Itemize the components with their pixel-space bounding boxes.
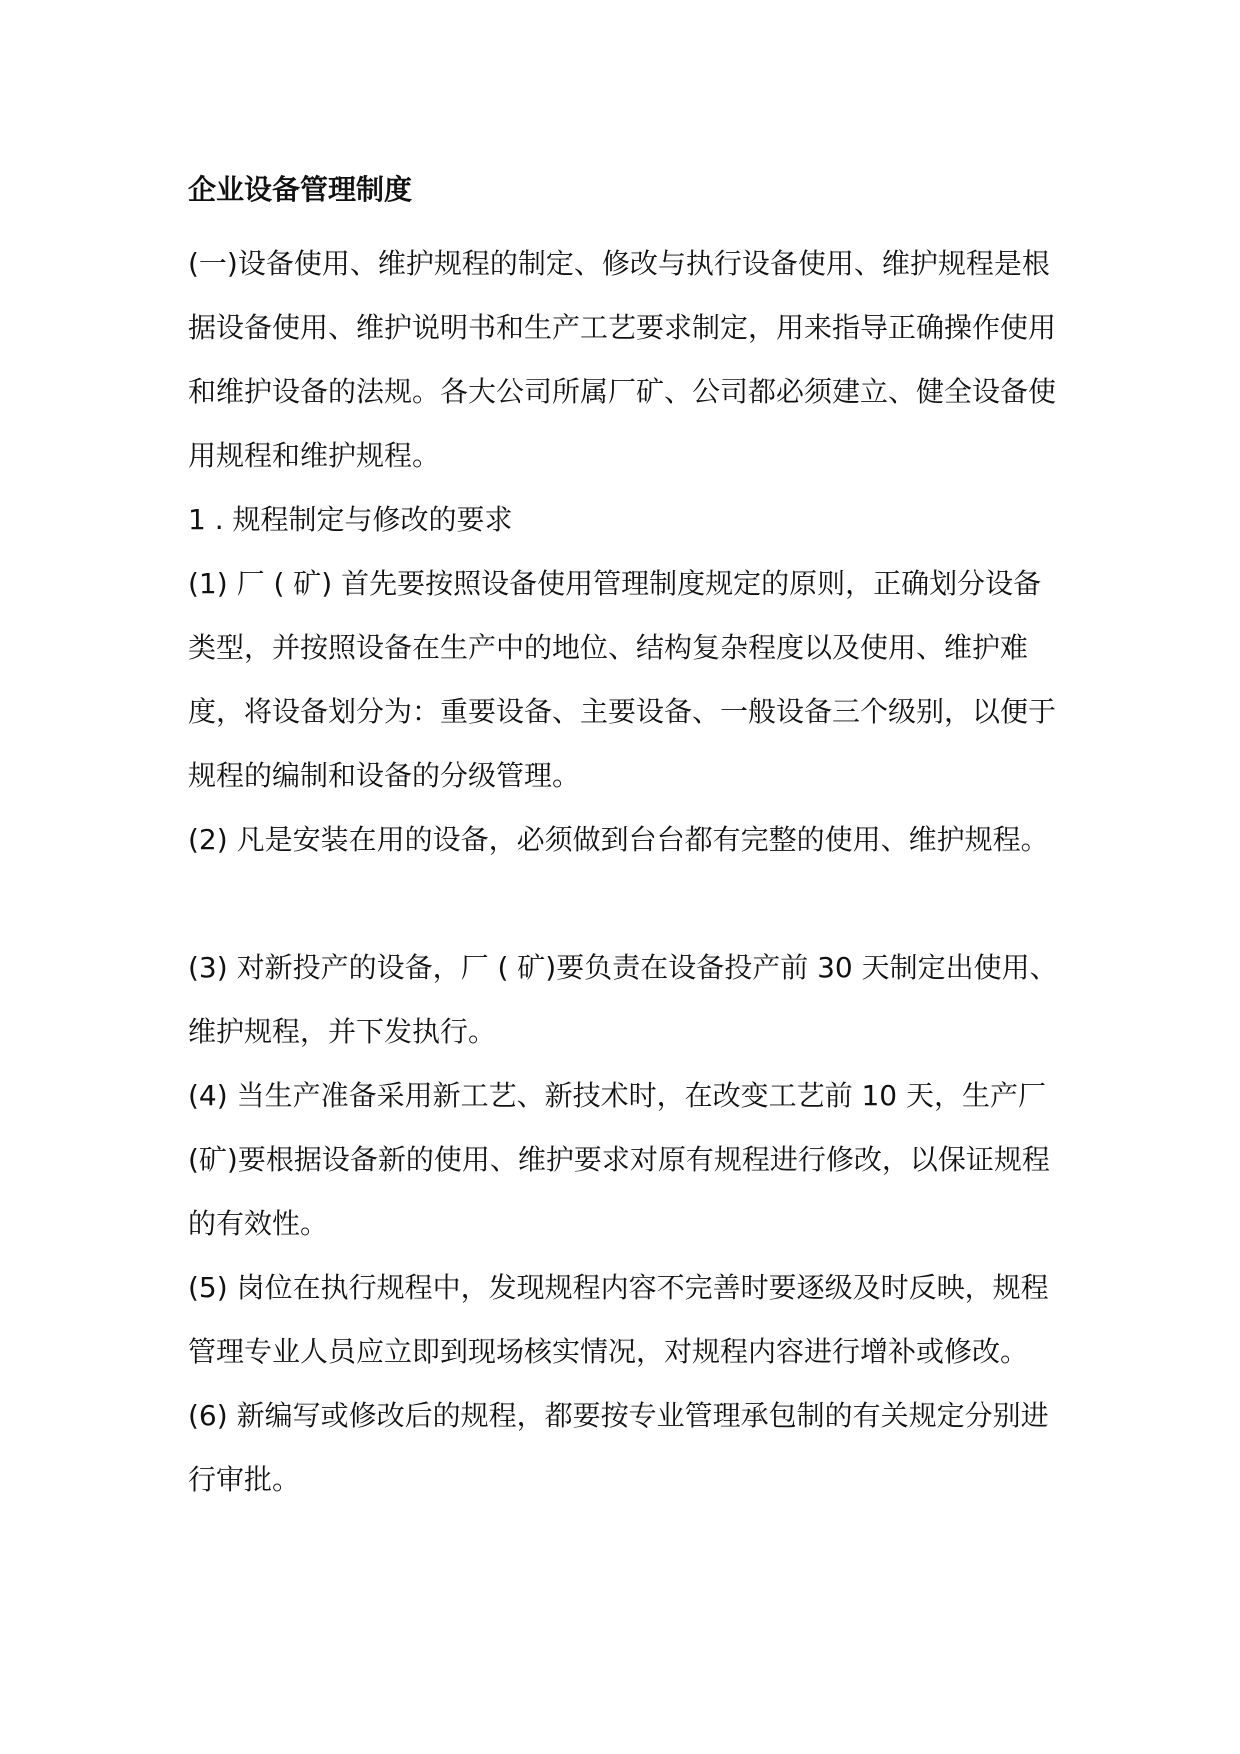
paragraph-item-4: (4) 当生产准备采用新工艺、新技术时，在改变工艺前 10 天，生产厂(矿)要根据设备新的使用、维护要求对原有规程进行修改，以保证规程的有效性。 bbox=[188, 1079, 1050, 1240]
paragraph-intro: (一)设备使用、维护规程的制定、修改与执行设备使用、维护规程是根据设备使用、维护说明书和生产工艺要求制定，用来指导正确操作使用和维护设备的法规。各大公司所属厂矿、公司都必须建立、健全设备使用规程和维护规程。 bbox=[188, 247, 1057, 472]
paragraph-item-2: (2) 凡是安装在用的设备，必须做到台台都有完整的使用、维护规程。 bbox=[188, 823, 1049, 856]
paragraph-item-6: (6) 新编写或修改后的规程，都要按专业管理承包制的有关规定分别进行审批。 bbox=[188, 1399, 1049, 1496]
section-heading: 1 . 规程制定与修改的要求 bbox=[188, 503, 513, 536]
document-content bbox=[188, 172, 1068, 1512]
document-title: 企业设备管理制度 bbox=[188, 173, 413, 206]
paragraph-item-3: (3) 对新投产的设备，厂 ( 矿)要负责在设备投产前 30 天制定出使用、维护规程，并下发执行。 bbox=[188, 951, 1058, 1048]
paragraph-item-5: (5) 岗位在执行规程中，发现规程内容不完善时要逐级及时反映，规程管理专业人员应立即到现场核实情况，对规程内容进行增补或修改。 bbox=[188, 1271, 1049, 1368]
paragraph-item-1: (1) 厂 ( 矿) 首先要按照设备使用管理制度规定的原则，正确划分设备类型，并按照设备在生产中的地位、结构复杂程度以及使用、维护难度，将设备划分为：重要设备、主要设备、一般设备三个级别，以便于规程的编制和设备的分级管理。 bbox=[188, 567, 1057, 792]
blank-line bbox=[188, 872, 1068, 936]
